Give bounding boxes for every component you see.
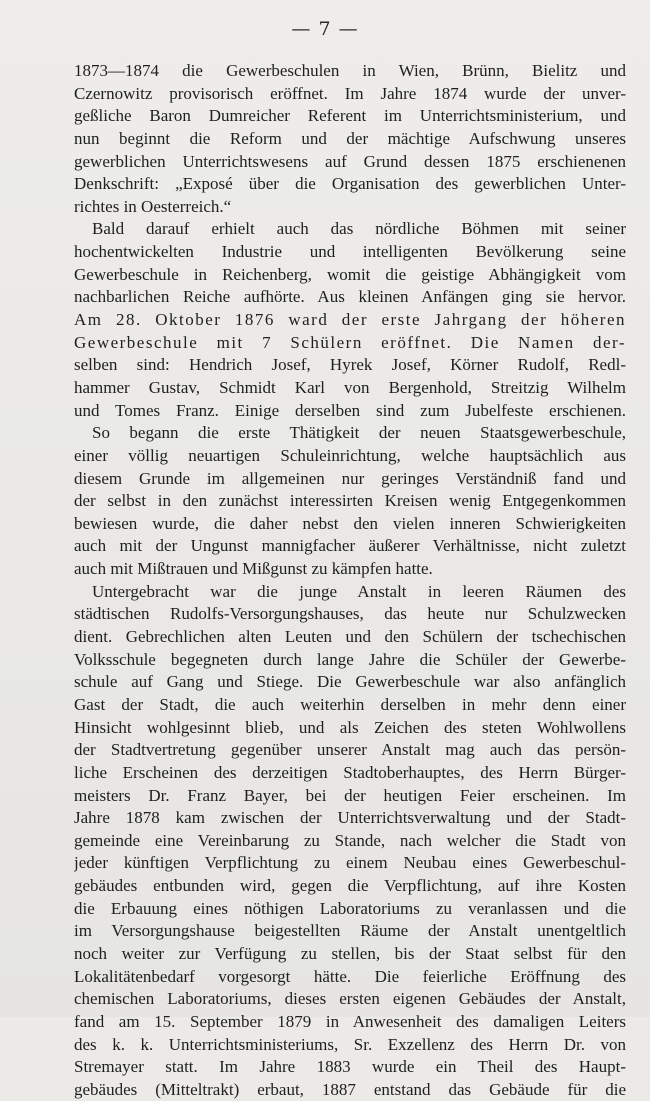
body-text <box>74 60 626 1101</box>
text-line: schule auf Gang und Stiege. Die Gewerbeschule war also anfänglich <box>74 672 626 692</box>
text-line: So begann die erste Thätigkeit der neuen Staatsgewerbeschule, <box>92 423 626 443</box>
text-line: Lokalitätenbedarf vorgesorgt hätte. Die feierliche Eröffnung des <box>74 966 626 986</box>
text-line: geßliche Baron Dumreicher Referent im Unterrichtsministerium, und <box>74 106 626 126</box>
text-line: gewerblichen Unterrichtswesens auf Grund dessen 1875 erschienenen <box>74 151 626 171</box>
text-line: bewiesen wurde, die daher nebst den vielen inneren Schwierigkeiten <box>74 513 626 533</box>
text-line: selben sind: Hendrich Josef, Hyrek Josef, Körner Rudolf, Redl- <box>74 355 626 375</box>
text-line: gebäudes entbunden wird, gegen die Verpflichtung, auf ihre Kosten <box>74 876 626 896</box>
text-line: nun beginnt die Reform und der mächtige Aufschwung unseres <box>74 128 626 148</box>
text-line: im Versorgungshause beigestellten Räume der Anstalt unentgeltlich <box>74 921 626 941</box>
text-line: gebäudes (Mitteltrakt) erbaut, 1887 entstand das Gebäude für die <box>74 1079 626 1099</box>
text-line: noch weiter zur Verfügung zu stellen, bis der Staat selbst für den <box>74 943 626 963</box>
text-line: Gewerbeschule in Reichenberg, womit die geistige Abhängigkeit vom <box>74 264 626 284</box>
text-line: fand am 15. September 1879 in Anwesenheit des damaligen Leiters <box>74 1011 626 1031</box>
text-line: diesem Grunde im allgemeinen nur geringes Verständniß fand und <box>74 468 626 488</box>
text-line: Bald darauf erhielt auch das nördliche Böhmen mit seiner <box>92 219 626 239</box>
text-line: nachbarlichen Reiche aufhörte. Aus kleinen Anfängen ging sie hervor. <box>74 287 626 307</box>
text-line: Untergebracht war die junge Anstalt in leeren Räumen des <box>92 581 626 601</box>
text-line: Am 28. Oktober 1876 ward der erste Jahrgang der höheren <box>74 310 626 330</box>
text-line: hammer Gustav, Schmidt Karl von Bergenhold, Streitzig Wilhelm <box>74 377 626 397</box>
text-line: Denkschrift: „Exposé über die Organisation des gewerblichen Unter- <box>74 174 626 194</box>
text-line: dient. Gebrechlichen alten Leuten und den Schülern der tschechischen <box>74 627 626 647</box>
text-line: des k. k. Unterrichtsministeriums, Sr. Exzellenz des Herrn Dr. von <box>74 1034 626 1054</box>
page-number: — 7 — <box>291 18 359 40</box>
text-line: auch mit der Ungunst mannigfacher äußerer Verhältnisse, nicht zuletzt <box>74 536 626 556</box>
text-line: Volksschule begegneten durch lange Jahre die Schüler der Gewerbe- <box>74 649 626 669</box>
text-line: gemeinde eine Vereinbarung zu Stande, nach welcher die Stadt von <box>74 830 626 850</box>
text-line: einer völlig neuartigen Schuleinrichtung, welche hauptsächlich aus <box>74 445 626 465</box>
text-line: Jahre 1878 kam zwischen der Unterrichtsverwaltung und der Stadt- <box>74 808 626 828</box>
text-line: Czernowitz provisorisch eröffnet. Im Jahre 1874 wurde der unver- <box>74 83 626 103</box>
text-line: meisters Dr. Franz Bayer, bei der heutigen Feier erscheinen. Im <box>74 785 626 805</box>
text-line: liche Erscheinen des derzeitigen Stadtoberhauptes, des Herrn Bürger- <box>74 762 626 782</box>
text-line: Hinsicht wohlgesinnt blieb, und als Zeichen des steten Wohlwollens <box>74 717 626 737</box>
text-line: chemischen Laboratoriums, dieses ersten eigenen Gebäudes der Anstalt, <box>74 989 626 1009</box>
text-line: Gewerbeschule mit 7 Schülern eröffnet. Die Namen der- <box>74 332 626 352</box>
text-line: städtischen Rudolfs-Versorgungshauses, das heute nur Schulzwecken <box>74 604 626 624</box>
text-line: auch mit Mißtrauen und Mißgunst zu kämpfen hatte. <box>74 559 433 579</box>
text-line: Stremayer statt. Im Jahre 1883 wurde ein Theil des Haupt- <box>74 1057 626 1077</box>
text-line: richtes in Oesterreich.“ <box>74 196 232 216</box>
text-line: hochentwickelten Industrie und intelligenten Bevölkerung seine <box>74 242 626 262</box>
text-line: die Erbauung eines nöthigen Laboratoriums zu veranlassen und die <box>74 898 626 918</box>
text-line: und Tomes Franz. Einige derselben sind zum Jubelfeste erschienen. <box>74 400 626 420</box>
text-line: jeder künftigen Verpflichtung zu einem Neubau eines Gewerbeschul- <box>74 853 626 873</box>
text-line: 1873—1874 die Gewerbeschulen in Wien, Brünn, Bielitz und <box>74 61 626 80</box>
text-line: der Stadtvertretung gegenüber unserer Anstalt mag auch das persön- <box>74 740 626 760</box>
text-line: Gast der Stadt, die auch weiterhin derselben in mehr denn einer <box>74 694 626 714</box>
text-line: der selbst in den zunächst interessirten Kreisen wenig Entgegenkommen <box>74 491 626 511</box>
